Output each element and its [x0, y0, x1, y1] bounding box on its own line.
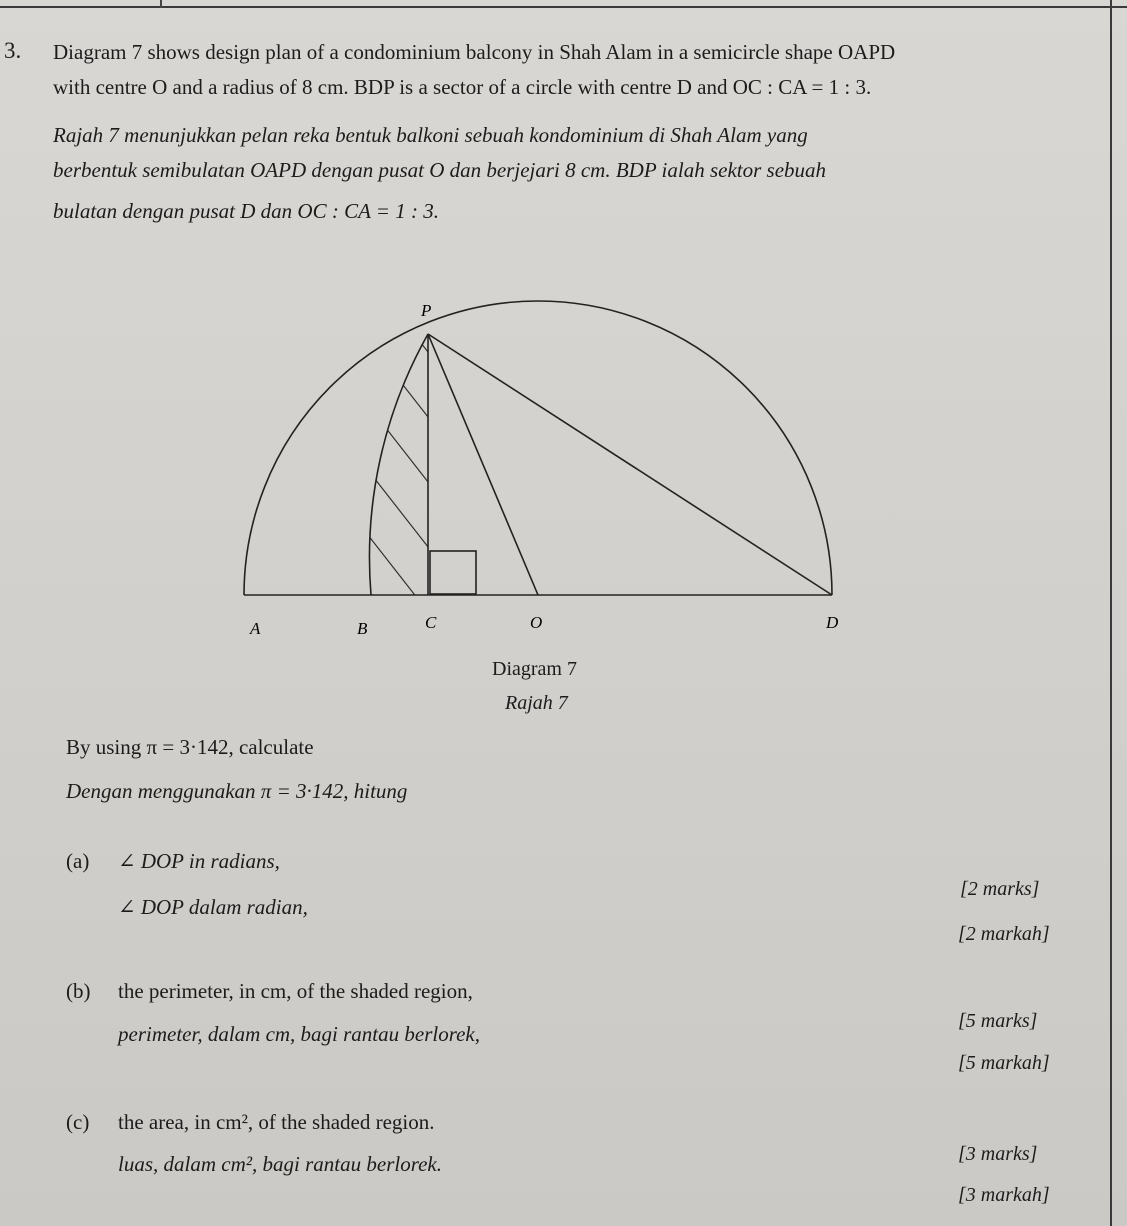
part-b-marks-en: [5 marks] [958, 1010, 1038, 1032]
part-a-text-en: ∠ DOP in radians, [118, 849, 280, 873]
part-b-text-en: the perimeter, in cm, of the shaded region, [118, 979, 473, 1003]
instruction-ms: Dengan menggunakan π = 3·142, hitung [66, 779, 408, 803]
part-c-letter: (c) [66, 1110, 90, 1134]
label-A: A [250, 619, 261, 638]
question-number: 3. [4, 38, 22, 63]
part-c-text-en: the area, in cm², of the shaded region. [118, 1110, 435, 1134]
label-C: C [425, 613, 437, 632]
question-text-ms-line2: berbentuk semibulatan OAPD dengan pusat O dan berjejari 8 cm. BDP ialah sektor sebuah [53, 158, 827, 182]
label-O: O [530, 613, 543, 632]
part-c-marks-en: [3 marks] [958, 1143, 1038, 1165]
instruction-en: By using π = 3·142, calculate [66, 735, 314, 759]
semicircle-arc [244, 301, 832, 595]
part-b-text-ms: perimeter, dalam cm, bagi rantau berlorek, [118, 1022, 481, 1046]
question-text-en-line2: with centre O and a radius of 8 cm. BDP is a sector of a circle with centre D and OC : CA = 1 : 3. [53, 75, 872, 99]
question-text-ms-line1: Rajah 7 menunjukkan pelan reka bentuk balkoni sebuah kondominium di Shah Alam yang [53, 123, 808, 147]
right-angle-marker [430, 551, 476, 594]
label-B: B [357, 619, 368, 638]
diagram-caption-en: Diagram 7 [492, 658, 577, 680]
question-text-en-line1: Diagram 7 shows design plan of a condominium balcony in Shah Alam in a semicircle shape OAPD [53, 40, 896, 64]
part-a-marks-en: [2 marks] [960, 878, 1040, 900]
label-D: D [826, 613, 839, 632]
part-a-marks-ms: [2 markah] [958, 923, 1050, 945]
line-PD [428, 334, 832, 595]
question-text-ms-line3: bulatan dengan pusat D dan OC : CA = 1 : 3. [53, 199, 439, 223]
part-c-marks-ms: [3 markah] [958, 1184, 1050, 1206]
part-c-text-ms: luas, dalam cm², bagi rantau berlorek. [118, 1152, 442, 1176]
part-a-text-ms: ∠ DOP dalam radian, [118, 895, 308, 919]
part-a-letter: (a) [66, 849, 90, 873]
part-b-marks-ms: [5 markah] [958, 1052, 1050, 1074]
line-PO [428, 334, 538, 595]
diagram-caption-ms: Rajah 7 [505, 692, 568, 714]
label-P: P [421, 301, 432, 320]
part-b-letter: (b) [66, 979, 91, 1003]
